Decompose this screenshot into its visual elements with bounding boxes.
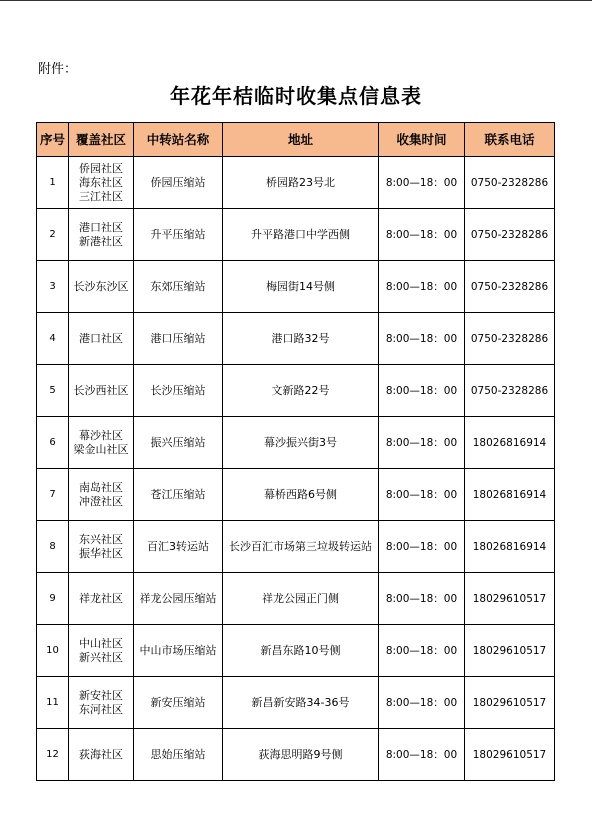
- community-cell: [69, 365, 134, 417]
- row-number-cell: 6: [37, 417, 69, 469]
- phone-cell: 0750-2328286: [465, 313, 555, 365]
- table-row: [37, 209, 555, 261]
- address-cell: 幕桥西路6号侧: [223, 469, 379, 521]
- header-time: 收集时间: [379, 123, 465, 157]
- community-name: 三江社区: [79, 189, 123, 203]
- community-name: 祥龙社区: [79, 591, 123, 605]
- station-cell: 百汇3转运站: [134, 521, 223, 573]
- table-row: [37, 677, 555, 729]
- table-row: [37, 573, 555, 625]
- address-cell: 荻海思明路9号侧: [223, 729, 379, 781]
- table-row: [37, 365, 555, 417]
- address-cell: 新昌东路10号侧: [223, 625, 379, 677]
- row-number-cell: 10: [37, 625, 69, 677]
- row-number-cell: 5: [37, 365, 69, 417]
- row-number-cell: 7: [37, 469, 69, 521]
- header-phone: 联系电话: [465, 123, 555, 157]
- table-row: [37, 625, 555, 677]
- station-cell: 港口压缩站: [134, 313, 223, 365]
- time-cell: 8:00—18：00: [379, 729, 465, 781]
- community-cell: [69, 625, 134, 677]
- community-cell: [69, 573, 134, 625]
- collection-points-table: [36, 122, 555, 781]
- station-cell: 升平压缩站: [134, 209, 223, 261]
- station-cell: 祥龙公园压缩站: [134, 573, 223, 625]
- phone-cell: 18029610517: [465, 677, 555, 729]
- community-name: 荻海社区: [79, 747, 123, 761]
- time-cell: 8:00—18：00: [379, 209, 465, 261]
- phone-cell: 18029610517: [465, 573, 555, 625]
- row-number-cell: 2: [37, 209, 69, 261]
- time-cell: 8:00—18：00: [379, 521, 465, 573]
- community-cell: [69, 157, 134, 209]
- row-number-cell: 1: [37, 157, 69, 209]
- phone-cell: 18026816914: [465, 521, 555, 573]
- community-name: 梁金山社区: [73, 442, 129, 456]
- address-cell: 桥园路23号北: [223, 157, 379, 209]
- community-cell: [69, 209, 134, 261]
- time-cell: 8:00—18：00: [379, 261, 465, 313]
- table-body: [37, 157, 555, 781]
- time-cell: 8:00—18：00: [379, 417, 465, 469]
- community-cell: [69, 261, 134, 313]
- community-name: 幕沙社区: [79, 428, 123, 442]
- community-name: 长沙东沙区: [73, 279, 129, 293]
- attachment-label: 附件：: [38, 62, 78, 77]
- station-cell: 苍江压缩站: [134, 469, 223, 521]
- community-name: 冲澄社区: [79, 494, 123, 508]
- time-cell: 8:00—18：00: [379, 313, 465, 365]
- phone-cell: 18026816914: [465, 469, 555, 521]
- phone-cell: 18026816914: [465, 417, 555, 469]
- phone-cell: 18029610517: [465, 625, 555, 677]
- community-cell: [69, 469, 134, 521]
- header-station: 中转站名称: [134, 123, 223, 157]
- station-cell: 东郊压缩站: [134, 261, 223, 313]
- community-name: 新安社区: [79, 688, 123, 702]
- phone-cell: 0750-2328286: [465, 209, 555, 261]
- community-cell: [69, 521, 134, 573]
- table-row: [37, 729, 555, 781]
- time-cell: 8:00—18：00: [379, 157, 465, 209]
- address-cell: 港口路32号: [223, 313, 379, 365]
- row-number-cell: 12: [37, 729, 69, 781]
- header-address: 地址: [223, 123, 379, 157]
- table-row: [37, 469, 555, 521]
- community-name: 长沙西社区: [73, 383, 129, 397]
- community-name: 侨园社区: [79, 161, 123, 175]
- station-cell: 长沙压缩站: [134, 365, 223, 417]
- community-name: 南岛社区: [79, 480, 123, 494]
- page-title: 年花年桔临时收集点信息表: [170, 84, 422, 108]
- station-cell: 新安压缩站: [134, 677, 223, 729]
- table-row: [37, 417, 555, 469]
- time-cell: 8:00—18：00: [379, 469, 465, 521]
- time-cell: 8:00—18：00: [379, 573, 465, 625]
- phone-cell: 0750-2328286: [465, 157, 555, 209]
- community-name: 海东社区: [79, 175, 123, 189]
- address-cell: 梅园街14号侧: [223, 261, 379, 313]
- phone-cell: 0750-2328286: [465, 261, 555, 313]
- phone-cell: 18029610517: [465, 729, 555, 781]
- community-cell: [69, 417, 134, 469]
- time-cell: 8:00—18：00: [379, 365, 465, 417]
- address-cell: 长沙百汇市场第三垃圾转运站: [223, 521, 379, 573]
- header-community: 覆盖社区: [69, 123, 134, 157]
- address-cell: 文新路22号: [223, 365, 379, 417]
- table-row: [37, 521, 555, 573]
- table-header-row: [37, 123, 555, 157]
- station-cell: 振兴压缩站: [134, 417, 223, 469]
- station-cell: 中山市场压缩站: [134, 625, 223, 677]
- header-no: 序号: [37, 123, 69, 157]
- time-cell: 8:00—18：00: [379, 677, 465, 729]
- address-cell: 新昌新安路34-36号: [223, 677, 379, 729]
- table-row: [37, 313, 555, 365]
- row-number-cell: 3: [37, 261, 69, 313]
- table-row: [37, 157, 555, 209]
- community-name: 东兴社区: [79, 532, 123, 546]
- time-cell: 8:00—18：00: [379, 625, 465, 677]
- table-row: [37, 261, 555, 313]
- row-number-cell: 9: [37, 573, 69, 625]
- address-cell: 升平路港口中学西侧: [223, 209, 379, 261]
- community-name: 新兴社区: [79, 650, 123, 664]
- row-number-cell: 11: [37, 677, 69, 729]
- community-name: 新港社区: [79, 234, 123, 248]
- address-cell: 幕沙振兴街3号: [223, 417, 379, 469]
- phone-cell: 0750-2328286: [465, 365, 555, 417]
- station-cell: 思始压缩站: [134, 729, 223, 781]
- top-border-line: [0, 0, 592, 1]
- community-cell: [69, 729, 134, 781]
- community-cell: [69, 677, 134, 729]
- community-name: 振华社区: [79, 546, 123, 560]
- community-name: 东河社区: [79, 702, 123, 716]
- community-name: 港口社区: [79, 220, 123, 234]
- community-cell: [69, 313, 134, 365]
- station-cell: 侨园压缩站: [134, 157, 223, 209]
- address-cell: 祥龙公园正门侧: [223, 573, 379, 625]
- community-name: 港口社区: [79, 331, 123, 345]
- community-name: 中山社区: [79, 636, 123, 650]
- row-number-cell: 4: [37, 313, 69, 365]
- row-number-cell: 8: [37, 521, 69, 573]
